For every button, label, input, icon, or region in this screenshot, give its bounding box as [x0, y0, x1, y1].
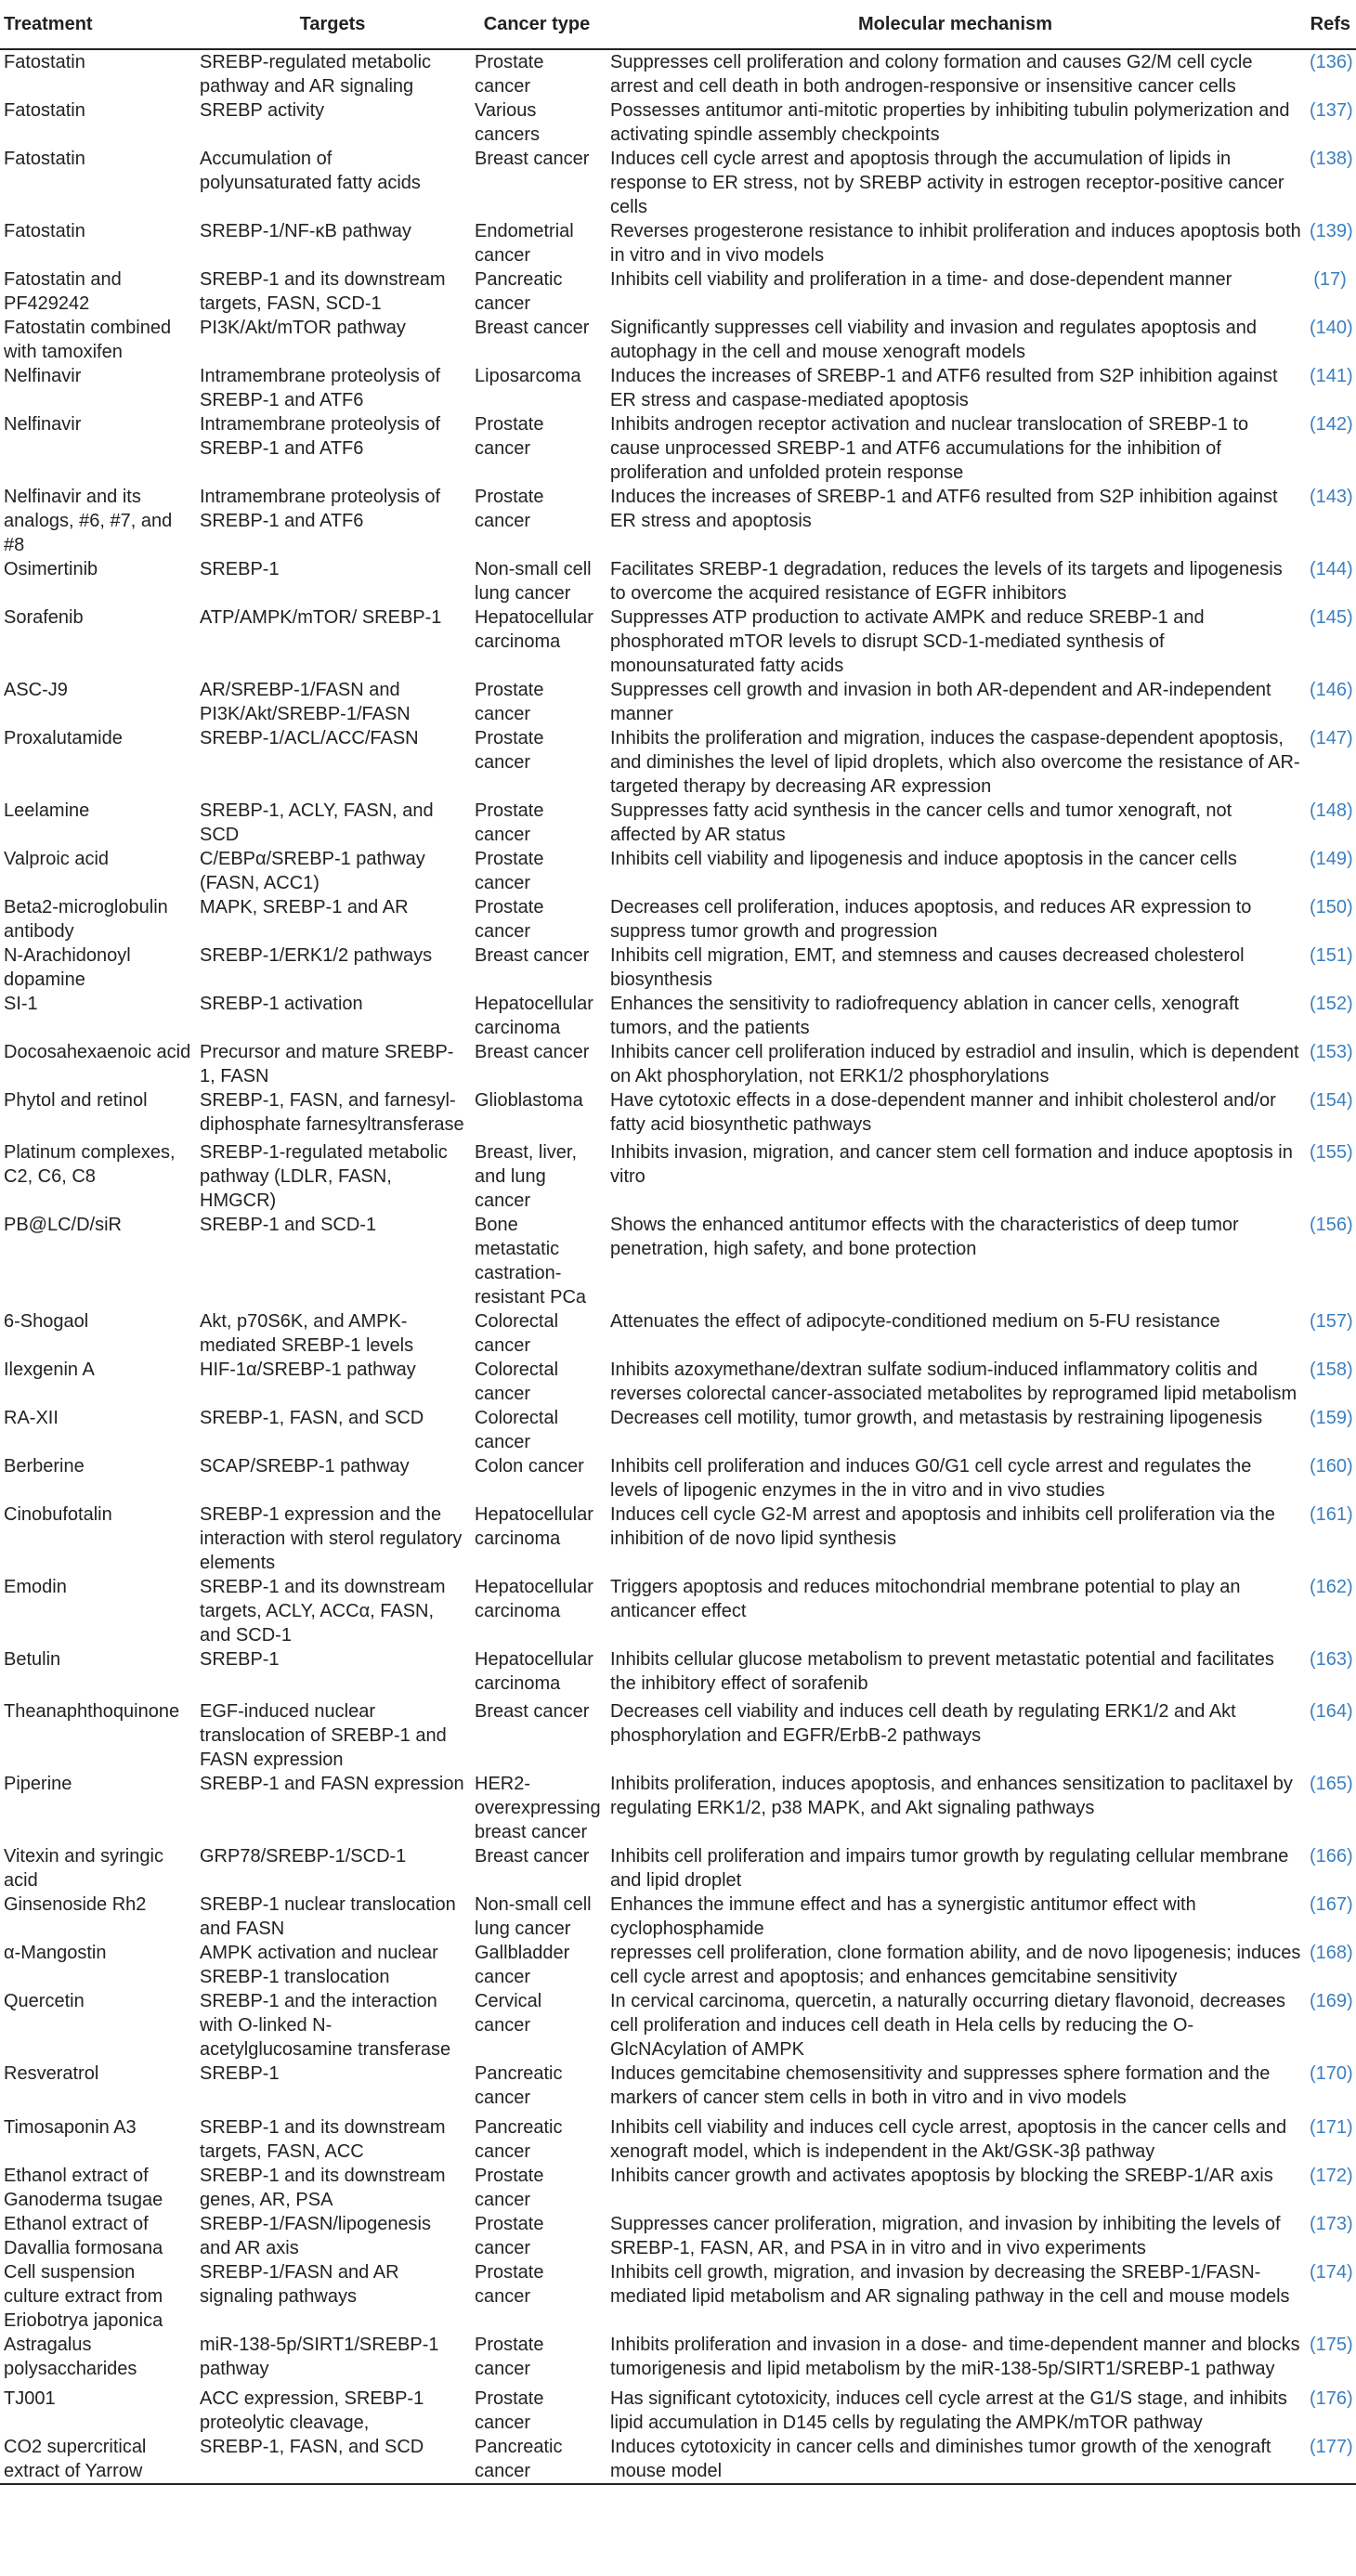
table-row [0, 2062, 1356, 2115]
cell-mechanism: Inhibits cancer cell proliferation induced by estradiol and insulin, which is dependent on Akt phosphorylation, not ERK1/2 phosphorylations [610, 1042, 1299, 1086]
table-row [0, 1358, 1356, 1406]
cell-targets: MAPK, SREBP-1 and AR [200, 897, 409, 917]
table-row [0, 2115, 1356, 2164]
table-row [0, 1844, 1356, 1893]
table-row [0, 847, 1356, 895]
cell-mechanism: Induces cell cycle G2-M arrest and apoptosis and inhibits cell proliferation via the inhibition of de novo lipid synthesis [610, 1504, 1275, 1549]
cell-treatment: Piperine [4, 1774, 72, 1794]
cell-cancer-type: Prostate cancer [475, 2388, 544, 2433]
cell-treatment: Astragalus polysaccharides [4, 2335, 137, 2379]
cell-mechanism: Inhibits cell viability and induces cell cycle arrest, apoptosis in the cancer cells and xenograft model, which is independent in the Akt/GSK-3β pathway [610, 2117, 1287, 2162]
cell-ref[interactable]: (137) [1310, 100, 1353, 121]
cell-targets: SREBP-regulated metabolic pathway and AR signaling [200, 52, 432, 97]
table-row [0, 2260, 1356, 2333]
cell-treatment: SI-1 [4, 994, 38, 1014]
table-row [0, 2212, 1356, 2260]
cell-cancer-type: Pancreatic cancer [475, 269, 563, 314]
cell-targets: SREBP-1 [200, 559, 280, 579]
table-row [0, 147, 1356, 219]
cell-mechanism: represses cell proliferation, clone formation ability, and de novo lipogenesis; induces cell cycle arrest and apoptosis; and enhances gemcitabine sensitivity [610, 1943, 1301, 1987]
table-row [0, 1309, 1356, 1358]
cell-mechanism: Inhibits cell viability and proliferation in a time- and dose-dependent manner [610, 269, 1232, 290]
cell-targets: SREBP-1-regulated metabolic pathway (LDLR, FASN, HMGCR) [200, 1142, 448, 1211]
cell-cancer-type: Prostate cancer [475, 680, 544, 724]
cell-mechanism: Decreases cell motility, tumor growth, and metastasis by restraining lipogenesis [610, 1408, 1263, 1428]
table-row [0, 895, 1356, 943]
cell-treatment: Resveratrol [4, 2063, 99, 2084]
cell-cancer-type: Breast cancer [475, 318, 590, 338]
cell-cancer-type: Non-small cell lung cancer [475, 1894, 592, 1939]
cell-mechanism: Enhances the sensitivity to radiofrequency ablation in cancer cells, xenograft tumors, and the patients [610, 994, 1240, 1038]
cell-treatment: Cinobufotalin [4, 1504, 112, 1525]
cell-treatment: Fatostatin [4, 221, 85, 241]
cell-mechanism: Enhances the immune effect and has a synergistic antitumor effect with cyclophosphamide [610, 1894, 1196, 1939]
cell-treatment: Phytol and retinol [4, 1090, 148, 1111]
table-row [0, 943, 1356, 992]
cell-cancer-type: Breast cancer [475, 1042, 590, 1062]
cell-targets: Precursor and mature SREBP-1, FASN [200, 1042, 454, 1086]
cell-ref[interactable]: (175) [1310, 2335, 1353, 2355]
cell-targets: SREBP-1 and SCD-1 [200, 1215, 377, 1235]
cell-treatment: α-Mangostin [4, 1943, 107, 1963]
cell-ref[interactable]: (158) [1310, 1360, 1353, 1380]
cell-targets: Intramembrane proteolysis of SREBP-1 and ATF6 [200, 366, 441, 410]
cell-treatment: Beta2-microglobulin antibody [4, 897, 168, 942]
cell-mechanism: Inhibits cellular glucose metabolism to prevent metastatic potential and facilitates the inhibitory effect of sorafenib [610, 1649, 1274, 1694]
cell-treatment: CO2 supercritical extract of Yarrow [0, 2435, 196, 2484]
cell-treatment: Berberine [4, 1456, 85, 1477]
table-row [0, 485, 1356, 557]
table-row [0, 98, 1356, 147]
table-row [0, 1647, 1356, 1699]
cell-mechanism: Inhibits proliferation and invasion in a dose- and time-dependent manner and blocks tumorigenesis and lipid metabolism by the miR-138-5p/SIRT1/SREBP-1 pathway [610, 2335, 1300, 2379]
cell-mechanism: Suppresses ATP production to activate AMPK and reduce SREBP-1 and phosphorated mTOR levels to disrupt SCD-1-mediated synthesis of monounsaturated fatty acids [610, 607, 1205, 676]
cell-targets: HIF-1α/SREBP-1 pathway [200, 1360, 416, 1380]
cell-mechanism: Reverses progesterone resistance to inhibit proliferation and induces apoptosis both in vitro and in vivo models [610, 221, 1301, 266]
table-row [0, 1140, 1356, 1213]
cell-treatment: Docosahexaenoic acid [4, 1042, 191, 1062]
cell-targets: Intramembrane proteolysis of SREBP-1 and ATF6 [200, 414, 441, 459]
cell-treatment: PB@LC/D/siR [4, 1215, 122, 1235]
cell-mechanism: Inhibits invasion, migration, and cancer stem cell formation and induce apoptosis in vitro [610, 1142, 1293, 1187]
cell-targets: SREBP-1 and FASN expression [200, 1774, 464, 1794]
cell-ref[interactable]: (143) [1310, 487, 1353, 507]
cell-treatment: 6-Shogaol [4, 1311, 89, 1332]
cell-cancer-type: Prostate cancer [475, 414, 544, 459]
cell-ref[interactable]: (166) [1310, 1846, 1353, 1867]
cell-mechanism: Suppresses fatty acid synthesis in the cancer cells and tumor xenograft, not affected by AR status [610, 800, 1232, 845]
cell-mechanism: Have cytotoxic effects in a dose-dependent manner and inhibit cholesterol and/or fatty acid biosynthetic pathways [610, 1090, 1276, 1135]
cell-targets: SREBP-1 [200, 1649, 280, 1670]
cell-cancer-type: Pancreatic cancer [469, 2435, 605, 2484]
cell-treatment: Ilexgenin A [4, 1360, 95, 1380]
table-row [0, 364, 1356, 412]
cell-cancer-type: Breast cancer [475, 1701, 590, 1722]
cell-targets: ACC expression, SREBP-1 proteolytic cleavage, [200, 2388, 424, 2433]
cell-targets: PI3K/Akt/mTOR pathway [200, 318, 406, 338]
cell-targets: SREBP-1/ACL/ACC/FASN [200, 728, 419, 748]
cell-mechanism: Suppresses cell proliferation and colony formation and causes G2/M cell cycle arrest and cell death in both androgen-responsive or insensitive cancer cells [610, 52, 1253, 97]
table-row [0, 1989, 1356, 2062]
table-row [0, 1699, 1356, 1772]
cell-ref[interactable]: (160) [1310, 1456, 1353, 1477]
cell-targets: SREBP-1, FASN, and farnesyl-diphosphate farnesyltransferase [200, 1090, 464, 1135]
cell-cancer-type: Breast cancer [475, 945, 590, 966]
cell-treatment: Fatostatin and PF429242 [4, 269, 122, 314]
header-refs: Refs [1306, 0, 1356, 49]
table-row [0, 316, 1356, 364]
cell-ref[interactable]: (17) [1313, 269, 1347, 290]
cell-targets: AMPK activation and nuclear SREBP-1 translocation [200, 1943, 438, 1987]
cell-cancer-type: Prostate cancer [475, 897, 544, 942]
table-row [0, 1575, 1356, 1647]
cell-treatment: N-Arachidonoyl dopamine [4, 945, 131, 990]
cell-ref[interactable]: (177) [1306, 2435, 1356, 2484]
cell-targets: AR/SREBP-1/FASN and PI3K/Akt/SREBP-1/FASN [200, 680, 411, 724]
cell-mechanism: Inhibits proliferation, induces apoptosis, and enhances sensitization to paclitaxel by regulating ERK1/2, p38 MAPK, and Akt signaling pathways [610, 1774, 1293, 1818]
cell-cancer-type: Hepatocellular carcinoma [475, 607, 593, 652]
cell-cancer-type: Prostate cancer [475, 2214, 544, 2258]
cell-treatment: Cell suspension culture extract from Eriobotrya japonica [4, 2262, 163, 2331]
cell-ref[interactable]: (165) [1310, 1774, 1353, 1794]
cell-ref[interactable]: (152) [1310, 994, 1353, 1014]
cell-treatment: Ethanol extract of Ganoderma tsugae [4, 2166, 163, 2210]
cell-treatment: Fatostatin [4, 100, 85, 121]
cell-mechanism: Suppresses cancer proliferation, migration, and invasion by inhibiting the levels of SREBP-1, FASN, AR, and PSA in in vitro and in vivo experiments [610, 2214, 1281, 2258]
cell-targets: SREBP-1/NF-κB pathway [200, 221, 411, 241]
cell-cancer-type: Colorectal cancer [475, 1408, 559, 1452]
table-row [0, 1941, 1356, 1989]
cell-targets: EGF-induced nuclear translocation of SREBP-1 and FASN expression [200, 1701, 447, 1770]
cell-ref[interactable]: (139) [1310, 221, 1353, 241]
cell-ref[interactable]: (151) [1310, 945, 1353, 966]
cell-mechanism: In cervical carcinoma, quercetin, a naturally occurring dietary flavonoid, decreases cell proliferation and induces cell death in Hela cells by reducing the O-GlcNAcylation of AMPK [610, 1991, 1286, 2060]
header-mechanism: Molecular mechanism [605, 0, 1306, 49]
cell-targets: miR-138-5p/SIRT1/SREBP-1 pathway [200, 2335, 439, 2379]
cell-mechanism: Inhibits cell proliferation and impairs tumor growth by regulating cellular membrane and lipid droplet [610, 1846, 1289, 1891]
table-row [0, 1772, 1356, 1844]
table-row [0, 1040, 1356, 1088]
cell-ref[interactable]: (156) [1310, 1215, 1353, 1235]
cell-treatment: Quercetin [4, 1991, 85, 2011]
cell-ref[interactable]: (171) [1310, 2117, 1353, 2138]
cell-targets: SREBP-1, FASN, and SCD [200, 1408, 424, 1428]
table-row [0, 605, 1356, 678]
cell-treatment: Fatostatin [4, 52, 85, 72]
cell-mechanism: Inhibits cell viability and lipogenesis and induce apoptosis in the cancer cells [610, 849, 1237, 869]
cell-ref[interactable]: (168) [1310, 1943, 1353, 1963]
cell-targets: SREBP-1/FASN/lipogenesis and AR axis [200, 2214, 432, 2258]
cell-treatment: Vitexin and syringic acid [4, 1846, 163, 1891]
cell-targets: GRP78/SREBP-1/SCD-1 [200, 1846, 407, 1867]
cell-treatment: Emodin [4, 1577, 67, 1597]
cell-mechanism: Triggers apoptosis and reduces mitochondrial membrane potential to play an anticancer effect [610, 1577, 1241, 1621]
cell-cancer-type: Bone metastatic castration-resistant PCa [475, 1215, 587, 1308]
cell-ref[interactable]: (170) [1310, 2063, 1353, 2084]
cell-treatment: Valproic acid [4, 849, 110, 869]
cell-cancer-type: Prostate cancer [475, 849, 544, 893]
cell-treatment: RA-XII [4, 1408, 59, 1428]
cell-treatment: Fatostatin combined with tamoxifen [4, 318, 172, 362]
table-row [0, 1893, 1356, 1941]
table-header [0, 0, 1356, 49]
table-row [0, 992, 1356, 1040]
table-row [0, 2435, 1356, 2484]
cell-ref[interactable]: (176) [1310, 2388, 1353, 2409]
cell-targets: SREBP-1 and the interaction with O-linked N-acetylglucosamine transferase [200, 1991, 451, 2060]
cell-ref[interactable]: (164) [1310, 1701, 1353, 1722]
cell-cancer-type: Liposarcoma [475, 366, 581, 386]
table-row [0, 1454, 1356, 1503]
cell-targets: ATP/AMPK/mTOR/ SREBP-1 [200, 607, 442, 628]
table-row [0, 219, 1356, 267]
cell-targets: SREBP-1 expression and the interaction with sterol regulatory elements [200, 1504, 463, 1573]
cell-ref[interactable]: (155) [1310, 1142, 1353, 1163]
cell-cancer-type: Prostate cancer [475, 800, 544, 845]
table-row [0, 49, 1356, 98]
cell-cancer-type: Prostate cancer [475, 728, 544, 773]
cell-treatment: Nelfinavir and its analogs, #6, #7, and #8 [4, 487, 173, 555]
cell-targets: Intramembrane proteolysis of SREBP-1 and ATF6 [200, 487, 441, 531]
table-row [0, 557, 1356, 605]
cell-ref[interactable]: (169) [1310, 1991, 1353, 2011]
cell-mechanism: Induces the increases of SREBP-1 and ATF6 resulted from S2P inhibition against ER stress and apoptosis [610, 487, 1278, 531]
cell-ref[interactable]: (167) [1310, 1894, 1353, 1915]
header-treatment: Treatment [0, 0, 196, 49]
cell-mechanism: Induces cytotoxicity in cancer cells and diminishes tumor growth of the xenograft mouse model [605, 2435, 1306, 2484]
cell-mechanism: Inhibits cell migration, EMT, and stemness and causes decreased cholesterol biosynthesis [610, 945, 1245, 990]
cell-mechanism: Has significant cytotoxicity, induces cell cycle arrest at the G1/S stage, and inhibits lipid accumulation in D145 cells by regulating the AMPK/mTOR pathway [610, 2388, 1287, 2433]
cell-targets: SREBP-1, ACLY, FASN, and SCD [200, 800, 434, 845]
cell-targets: SREBP-1 and its downstream genes, AR, PSA [200, 2166, 446, 2210]
cell-targets: C/EBPα/SREBP-1 pathway (FASN, ACC1) [200, 849, 425, 893]
cell-ref[interactable]: (138) [1310, 149, 1353, 169]
cell-targets: SREBP-1 activation [200, 994, 363, 1014]
table-row [0, 1213, 1356, 1309]
cell-treatment: TJ001 [4, 2388, 56, 2409]
cell-cancer-type: Breast cancer [475, 149, 590, 169]
cell-treatment: Theanaphthoquinone [4, 1701, 180, 1722]
cell-ref[interactable]: (141) [1310, 366, 1353, 386]
cell-cancer-type: Colorectal cancer [475, 1311, 559, 1356]
cell-mechanism: Suppresses cell growth and invasion in both AR-dependent and AR-independent manner [610, 680, 1271, 724]
cell-mechanism: Inhibits androgen receptor activation and nuclear translocation of SREBP-1 to cause unprocessed SREBP-1 and ATF6 accumulations for the inhibition of proliferation and unfolded protein response [610, 414, 1249, 483]
cell-cancer-type: Prostate cancer [475, 2262, 544, 2307]
cell-treatment: Betulin [4, 1649, 61, 1670]
cell-ref[interactable]: (154) [1310, 1090, 1353, 1111]
cell-targets: SREBP-1 and its downstream targets, FASN, SCD-1 [200, 269, 446, 314]
cell-treatment: Nelfinavir [4, 414, 82, 435]
table-row [0, 2333, 1356, 2387]
cell-treatment: Timosaponin A3 [4, 2117, 137, 2138]
cell-ref[interactable]: (172) [1310, 2166, 1353, 2186]
cell-ref[interactable]: (136) [1310, 52, 1353, 72]
cell-treatment: Platinum complexes, C2, C6, C8 [4, 1142, 176, 1187]
cell-targets: SREBP-1 nuclear translocation and FASN [200, 1894, 456, 1939]
cell-cancer-type: Hepatocellular carcinoma [475, 994, 593, 1038]
cell-cancer-type: Gallbladder cancer [475, 1943, 570, 1987]
cell-treatment: Sorafenib [4, 607, 84, 628]
cell-ref[interactable]: (174) [1310, 2262, 1353, 2283]
cell-ref[interactable]: (140) [1310, 318, 1353, 338]
cell-cancer-type: Colon cancer [475, 1456, 584, 1477]
cell-mechanism: Induces the increases of SREBP-1 and ATF6 resulted from S2P inhibition against ER stress and caspase-mediated apoptosis [610, 366, 1278, 410]
cell-cancer-type: Hepatocellular carcinoma [475, 1504, 593, 1549]
cell-targets: Accumulation of polyunsaturated fatty acids [200, 149, 421, 193]
table-row [0, 1503, 1356, 1575]
cell-cancer-type: Pancreatic cancer [475, 2117, 563, 2162]
cell-targets: SREBP activity [200, 100, 325, 121]
cell-mechanism: Inhibits cell growth, migration, and invasion by decreasing the SREBP-1/FASN-mediated lipid metabolism and AR signaling pathway in the cell and mouse models [610, 2262, 1290, 2307]
header-row [0, 0, 1356, 49]
cell-cancer-type: Endometrial cancer [475, 221, 574, 266]
cell-treatment: Ginsenoside Rh2 [4, 1894, 147, 1915]
cell-treatment: Fatostatin [4, 149, 85, 169]
cell-treatment: Nelfinavir [4, 366, 82, 386]
cell-ref[interactable]: (148) [1310, 800, 1353, 821]
table-row [0, 726, 1356, 799]
cell-ref[interactable]: (142) [1310, 414, 1353, 435]
table-row [0, 2387, 1356, 2435]
table-row [0, 1088, 1356, 1140]
cell-treatment: Leelamine [4, 800, 90, 821]
cell-ref[interactable]: (149) [1310, 849, 1353, 869]
cell-cancer-type: Various cancers [475, 100, 541, 145]
cell-ref[interactable]: (157) [1310, 1311, 1353, 1332]
cell-targets: SREBP-1 and its downstream targets, ACLY, ACCα, FASN, and SCD-1 [200, 1577, 446, 1646]
cell-cancer-type: Non-small cell lung cancer [475, 559, 592, 604]
cell-mechanism: Inhibits cancer growth and activates apoptosis by blocking the SREBP-1/AR axis [610, 2166, 1273, 2186]
cell-mechanism: Decreases cell proliferation, induces apoptosis, and reduces AR expression to suppress tumor growth and progression [610, 897, 1252, 942]
table-row [0, 267, 1356, 316]
header-cancer-type: Cancer type [469, 0, 605, 49]
table-body [0, 49, 1356, 2484]
cell-mechanism: Decreases cell viability and induces cell death by regulating ERK1/2 and Akt phosphorylation and EGFR/ErbB-2 pathways [610, 1701, 1236, 1746]
cell-ref[interactable]: (162) [1310, 1577, 1353, 1597]
cell-targets: SREBP-1 and its downstream targets, FASN, ACC [200, 2117, 446, 2162]
cell-mechanism: Inhibits cell proliferation and induces G0/G1 cell cycle arrest and regulates the levels of lipogenic enzymes in the in vitro and in vivo studies [610, 1456, 1252, 1501]
cell-ref[interactable]: (159) [1310, 1408, 1353, 1428]
cell-cancer-type: Breast, liver, and lung cancer [475, 1142, 578, 1211]
cell-ref[interactable]: (145) [1310, 607, 1353, 628]
cell-cancer-type: Prostate cancer [475, 2166, 544, 2210]
cell-mechanism: Significantly suppresses cell viability and invasion and regulates apoptosis and autophagy in the cell and mouse xenograft models [610, 318, 1257, 362]
cell-mechanism: Inhibits the proliferation and migration, induces the caspase-dependent apoptosis, and diminishes the level of lipid droplets, which also overcome the resistance of AR-targeted therapy by decreasing AR expression [610, 728, 1300, 797]
cell-mechanism: Induces gemcitabine chemosensitivity and suppresses sphere formation and the markers of cancer stem cells in both in vitro and in vivo models [610, 2063, 1271, 2108]
cell-mechanism: Shows the enhanced antitumor effects with the characteristics of deep tumor penetration, high safety, and bone protection [610, 1215, 1239, 1259]
cell-cancer-type: Hepatocellular carcinoma [475, 1649, 593, 1694]
cell-cancer-type: Glioblastoma [475, 1090, 583, 1111]
cell-targets: SREBP-1/ERK1/2 pathways [200, 945, 433, 966]
cell-cancer-type: Prostate cancer [475, 487, 544, 531]
table-row [0, 412, 1356, 485]
table-row [0, 1406, 1356, 1454]
cell-cancer-type: Hepatocellular carcinoma [475, 1577, 593, 1621]
cell-cancer-type: Colorectal cancer [475, 1360, 559, 1404]
cell-treatment: Osimertinib [4, 559, 98, 579]
cell-treatment: ASC-J9 [4, 680, 68, 700]
cell-targets: SREBP-1 [200, 2063, 280, 2084]
table-row [0, 2164, 1356, 2212]
cell-mechanism: Facilitates SREBP-1 degradation, reduces the levels of its targets and lipogenesis to overcome the acquired resistance of EGFR inhibitors [610, 559, 1283, 604]
table-row [0, 799, 1356, 847]
cell-ref[interactable]: (163) [1310, 1649, 1353, 1670]
cell-cancer-type: HER2-overexpressing breast cancer [475, 1774, 601, 1842]
table-row [0, 678, 1356, 726]
cell-cancer-type: Cervical cancer [475, 1991, 542, 2036]
cell-ref[interactable]: (153) [1310, 1042, 1353, 1062]
cell-targets: Akt, p70S6K, and AMPK-mediated SREBP-1 levels [200, 1311, 414, 1356]
cell-ref[interactable]: (146) [1310, 680, 1353, 700]
cell-treatment: Ethanol extract of Davallia formosana [4, 2214, 163, 2258]
header-targets: Targets [196, 0, 469, 49]
cell-mechanism: Induces cell cycle arrest and apoptosis through the accumulation of lipids in response to ER stress, not by SREBP activity in estrogen receptor-positive cancer cells [610, 149, 1284, 217]
cell-targets: SCAP/SREBP-1 pathway [200, 1456, 410, 1477]
cell-mechanism: Inhibits azoxymethane/dextran sulfate sodium-induced inflammatory colitis and reverses colorectal cancer-associated metabolites by reprogramed lipid metabolism [610, 1360, 1297, 1404]
cell-cancer-type: Pancreatic cancer [475, 2063, 563, 2108]
cell-targets: SREBP-1, FASN, and SCD [196, 2435, 469, 2484]
cell-cancer-type: Prostate cancer [475, 2335, 544, 2379]
cell-mechanism: Attenuates the effect of adipocyte-conditioned medium on 5-FU resistance [610, 1311, 1220, 1332]
cell-ref[interactable]: (147) [1310, 728, 1353, 748]
cell-ref[interactable]: (144) [1310, 559, 1353, 579]
cell-mechanism: Possesses antitumor anti-mitotic properties by inhibiting tubulin polymerization and activating spindle assembly checkpoints [610, 100, 1290, 145]
cell-ref[interactable]: (161) [1310, 1504, 1353, 1525]
cell-cancer-type: Prostate cancer [475, 52, 544, 97]
cell-ref[interactable]: (150) [1310, 897, 1353, 917]
cell-targets: SREBP-1/FASN and AR signaling pathways [200, 2262, 399, 2307]
cell-treatment: Proxalutamide [4, 728, 123, 748]
cell-ref[interactable]: (173) [1310, 2214, 1353, 2234]
cell-cancer-type: Breast cancer [475, 1846, 590, 1867]
